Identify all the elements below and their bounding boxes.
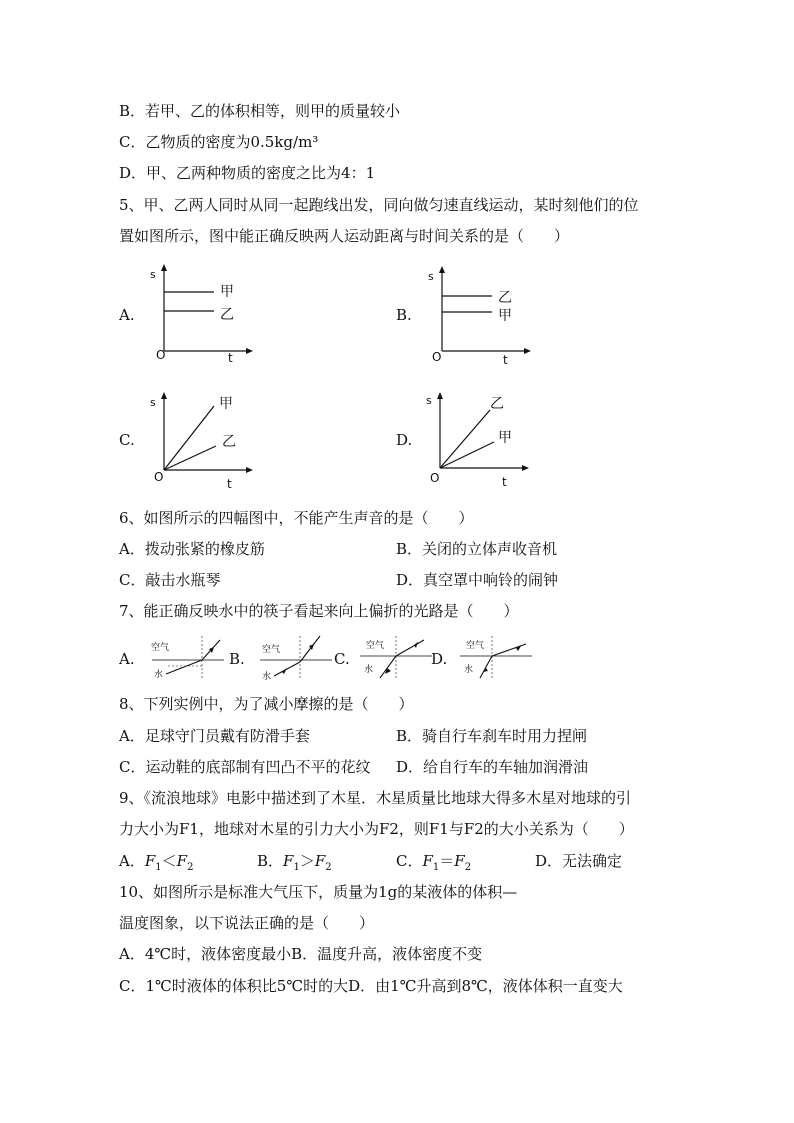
q9a-relation: ＜ (161, 852, 177, 870)
q6-option-b: B．关闭的立体声收音机 (396, 540, 558, 558)
q5a-top-label: 甲 (220, 284, 234, 300)
q5c-bottom-label: 乙 (222, 434, 236, 450)
q5b-top-label: 乙 (498, 290, 512, 306)
q9b-prefix: B． (257, 852, 284, 870)
question-9-line2: 力大小为F1，地球对木星的引力大小为F2，则F1与F2的大小关系为（ ） (119, 820, 634, 838)
q9b-f1: F (283, 852, 294, 870)
q7c-water-label: 水 (364, 665, 374, 675)
q5c-origin: O (154, 470, 164, 484)
q7-option-c-letter: C. (334, 650, 350, 668)
q10-options-cd: C．1℃时液体的体积比5℃时的大D．由1℃升高到8℃，液体体积一直变大 (119, 977, 623, 995)
q5a-axis-t: t (228, 351, 233, 365)
q7-option-a-letter: A. (119, 650, 135, 668)
q5-option-a-letter: A. (119, 306, 135, 324)
q5d-axis-t: t (502, 475, 507, 489)
q7a-water-label: 水 (154, 670, 164, 680)
q9a-f2: F (176, 852, 188, 870)
q5-graph-d (418, 388, 538, 498)
q5a-origin: O (156, 348, 166, 362)
q8-option-a: A．足球守门员戴有防滑手套 (119, 727, 310, 745)
option-1c-text: C．乙物质的密度为0.5kg/m³ (119, 133, 319, 151)
q7-figure-c (356, 634, 436, 682)
q9a-prefix: A． (119, 852, 145, 870)
q7-option-d-letter: D. (431, 650, 448, 668)
q9a-sub2: 2 (187, 862, 194, 873)
q5d-bottom-label: 甲 (498, 430, 512, 446)
q9c-relation: ＝ (439, 852, 455, 870)
q6-option-a: A．拨动张紧的橡皮筋 (119, 540, 265, 558)
q5c-axis-t: t (227, 477, 232, 491)
q9b-sub1: 1 (293, 862, 300, 873)
q9c-f1: F (422, 852, 433, 870)
q8-option-d: D．给自行车的车轴加润滑油 (396, 758, 589, 776)
q9-option-c (396, 851, 471, 878)
q5c-top-label: 甲 (219, 396, 233, 412)
question-10-line2: 温度图象，以下说法正确的是（ ） (119, 914, 375, 932)
q5a-axis-s: s (150, 268, 156, 281)
q7b-water-label: 水 (262, 672, 272, 682)
question-9-line1: 9、《流浪地球》电影中描述到了木星．木星质量比地球大得多木星对地球的引 (119, 789, 632, 807)
question-8: 8、下列实例中，为了减小摩擦的是（ ） (119, 695, 414, 713)
q9a-f1: F (144, 852, 156, 870)
q9b-sub2: 2 (325, 862, 332, 873)
q7-figure-a (148, 634, 228, 682)
q7a-air-label: 空气 (151, 643, 170, 653)
q5c-axis-s: s (150, 396, 156, 409)
q10-options-ab: A．4℃时，液体密度最小B．温度升高，液体密度不变 (119, 945, 483, 963)
q5-graph-c (140, 388, 260, 498)
q9b-relation: ＞ (299, 852, 315, 870)
q5d-top-label: 乙 (490, 396, 504, 412)
q8-option-b: B．骑自行车刹车时用力捏闸 (396, 727, 588, 745)
q7d-air-label: 空气 (466, 641, 485, 651)
q9a-sub1: 1 (155, 862, 162, 873)
option-1b-text: B．若甲、乙的体积相等，则甲的质量较小 (119, 102, 401, 120)
q6-option-d: D．真空罩中响铃的闹钟 (396, 571, 559, 589)
q5-option-d-letter: D. (396, 431, 413, 449)
q5-graph-b (418, 262, 538, 372)
q8-option-c: C．运动鞋的底部制有凹凸不平的花纹 (119, 758, 371, 776)
question-5-line1: 5、甲、乙两人同时从同一起跑线出发，同向做匀速直线运动，某时刻他们的位 (119, 196, 639, 214)
q7c-air-label: 空气 (366, 641, 385, 651)
q5b-axis-s: s (428, 270, 434, 283)
q9-option-b (257, 851, 332, 878)
q9c-sub1: 1 (432, 862, 440, 873)
q5-option-c-letter: C. (119, 431, 135, 449)
question-6: 6、如图所示的四幅图中，不能产生声音的是（ ） (119, 509, 474, 527)
q5-graph-a (140, 262, 260, 372)
question-7: 7、能正确反映水中的筷子看起来向上偏折的光路是（ ） (119, 602, 519, 620)
q9-option-d: D．无法确定 (535, 852, 623, 870)
q7-figure-d (456, 634, 536, 682)
question-5-line2: 置如图所示，图中能正确反映两人运动距离与时间关系的是（ ） (119, 227, 570, 245)
q5-option-b-letter: B. (396, 306, 412, 324)
q9c-f2: F (454, 852, 465, 870)
option-1d-text: D．甲、乙两种物质的密度之比为4：1 (119, 164, 376, 182)
q5a-bottom-label: 乙 (220, 307, 234, 323)
q7b-air-label: 空气 (262, 645, 281, 655)
q9c-sub2: 2 (464, 862, 472, 873)
q5b-bottom-label: 甲 (498, 308, 512, 324)
q9c-prefix: C． (396, 852, 423, 870)
q7-option-b-letter: B. (229, 650, 245, 668)
q6-option-c: C．敲击水瓶琴 (119, 571, 221, 589)
q9b-f2: F (314, 852, 326, 870)
q5d-axis-s: s (426, 394, 432, 407)
q5b-axis-t: t (503, 353, 508, 367)
q7d-water-label: 水 (464, 665, 474, 675)
q5b-origin: O (432, 350, 442, 364)
question-10-line1: 10、如图所示是标准大气压下，质量为1g的某液体的体积— (119, 883, 518, 901)
q9-option-a (119, 851, 193, 878)
q5d-origin: O (430, 471, 440, 485)
q7-figure-b (256, 634, 336, 682)
